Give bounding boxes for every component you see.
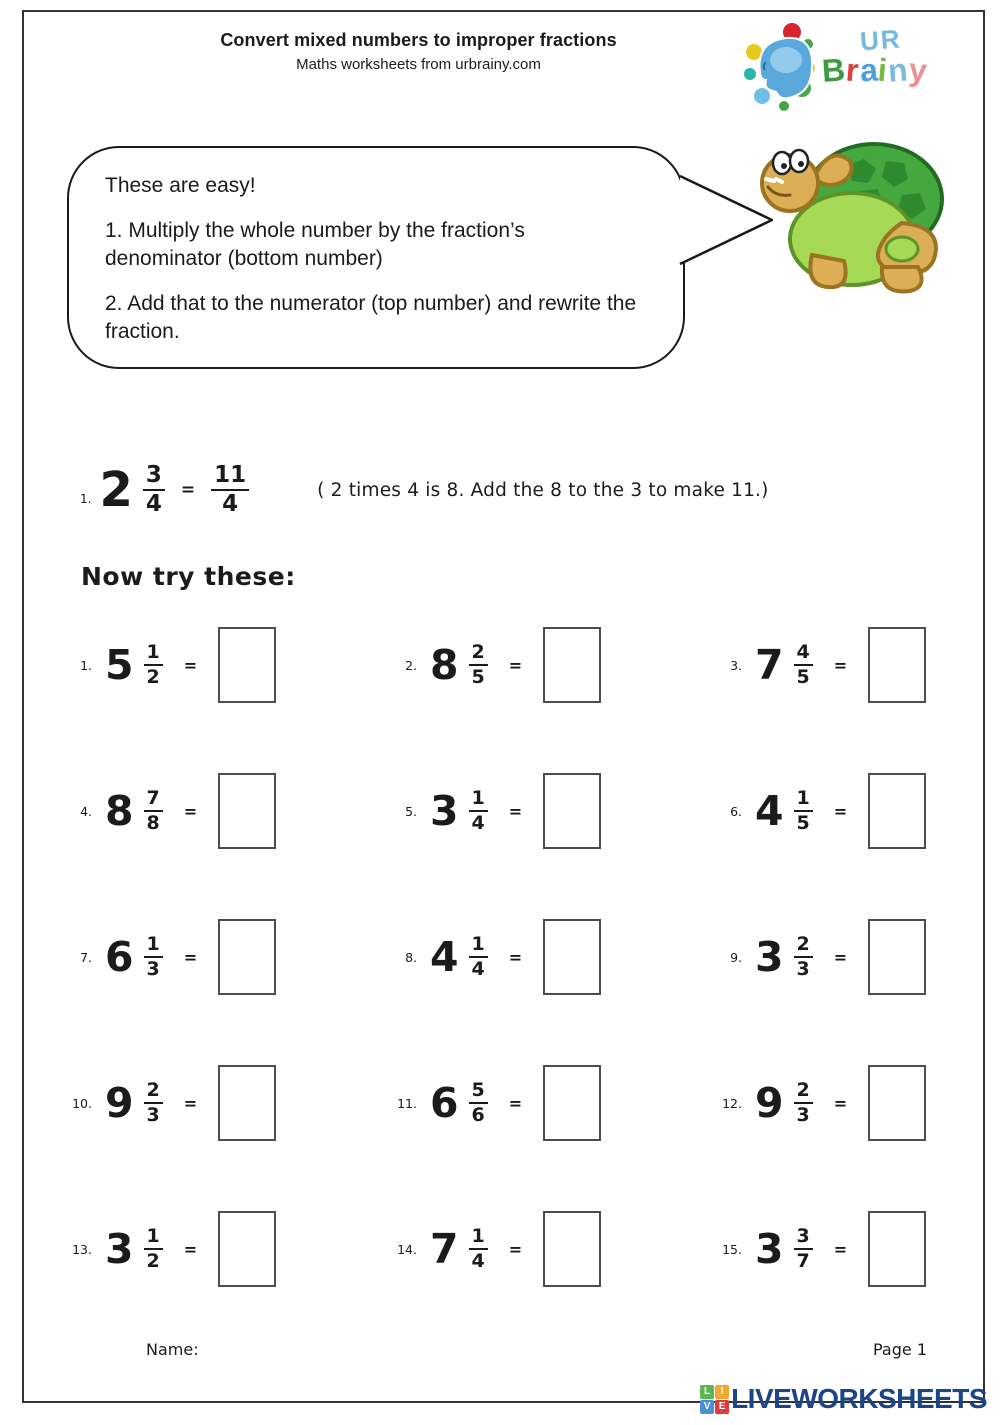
answer-input[interactable] (868, 1211, 926, 1287)
fraction (469, 1080, 488, 1126)
fraction-numerator: 1 (144, 934, 163, 958)
answer-input[interactable] (868, 773, 926, 849)
bubble-intro: These are easy! (105, 174, 256, 197)
fraction-denominator: 4 (145, 491, 162, 517)
fraction-denominator: 4 (471, 958, 485, 980)
page-subtitle: Maths worksheets from urbrainy.com (296, 56, 541, 73)
whole-number: 9 (755, 1079, 784, 1127)
brainy-letter: i (876, 51, 890, 89)
fraction-numerator: 2 (469, 642, 488, 666)
bubble-step2: 2. Add that to the numerator (top number) and rewrite the fraction. (105, 291, 637, 343)
fraction (469, 642, 488, 688)
problem-7 (64, 916, 389, 998)
answer-input[interactable] (543, 919, 601, 995)
whole-number: 9 (105, 1079, 134, 1127)
fraction (794, 1080, 813, 1126)
equals-sign: = (833, 1239, 848, 1259)
problem-15 (714, 1208, 969, 1290)
problem-number: 9. (730, 949, 742, 965)
problem-number: 8. (405, 949, 417, 965)
fraction (144, 642, 163, 688)
example-whole-number: 2 (99, 462, 133, 518)
brainy-letter: B (820, 51, 848, 89)
fraction-denominator: 4 (471, 812, 485, 834)
fraction (469, 1226, 488, 1272)
equals-sign: = (183, 947, 198, 967)
problems-grid (64, 624, 969, 1290)
answer-input[interactable] (543, 773, 601, 849)
live-square-v: V (700, 1400, 714, 1414)
whole-number: 3 (105, 1225, 134, 1273)
live-square-i: I (715, 1385, 729, 1399)
whole-number: 6 (105, 933, 134, 981)
page-number: Page 1 (873, 1340, 927, 1359)
whole-number: 8 (105, 787, 134, 835)
problem-number: 5. (405, 803, 417, 819)
fraction-numerator: 4 (794, 642, 813, 666)
problem-8 (389, 916, 714, 998)
worksheet-page (22, 10, 985, 1403)
problem-4 (64, 770, 389, 852)
example-note: ( 2 times 4 is 8. Add the 8 to the 3 to make 11.) (317, 479, 769, 501)
equals-sign: = (180, 480, 196, 500)
fraction-denominator: 4 (222, 491, 239, 517)
equals-sign: = (833, 1093, 848, 1113)
whole-number: 8 (430, 641, 459, 689)
answer-input[interactable] (218, 773, 276, 849)
problem-number: 1. (80, 657, 92, 673)
urbrainy-head-icon (740, 22, 828, 114)
fraction-numerator: 11 (211, 463, 249, 491)
problem-11 (389, 1062, 714, 1144)
problem-1 (64, 624, 389, 706)
urbrainy-brainy (820, 51, 930, 89)
fraction-denominator: 3 (796, 1104, 810, 1126)
equals-sign: = (183, 1239, 198, 1259)
whole-number: 5 (105, 641, 134, 689)
fraction-numerator: 1 (144, 1226, 163, 1250)
page-footer (24, 1340, 983, 1359)
brainy-letter: y (907, 51, 930, 89)
fraction-numerator: 2 (794, 934, 813, 958)
equals-sign: = (508, 801, 523, 821)
answer-input[interactable] (218, 627, 276, 703)
fraction-denominator: 6 (471, 1104, 485, 1126)
fraction-numerator: 1 (469, 934, 488, 958)
fraction-numerator: 1 (469, 788, 488, 812)
fraction (144, 1080, 163, 1126)
problem-number: 7. (80, 949, 92, 965)
bubble-step1: 1. Multiply the whole number by the fraction’s denominator (bottom number) (105, 218, 525, 270)
problem-number: 12. (722, 1095, 742, 1111)
brainy-letter: a (858, 51, 880, 89)
equals-sign: = (508, 1093, 523, 1113)
fraction-numerator: 1 (469, 1226, 488, 1250)
equals-sign: = (833, 801, 848, 821)
problem-14 (389, 1208, 714, 1290)
whole-number: 4 (430, 933, 459, 981)
answer-input[interactable] (543, 1065, 601, 1141)
fraction-denominator: 2 (146, 666, 160, 688)
urbrainy-ur: UR (859, 23, 903, 57)
fraction-denominator: 2 (146, 1250, 160, 1272)
fraction (794, 788, 813, 834)
example-answer-fraction (211, 463, 249, 518)
page-title: Convert mixed numbers to improper fractions (220, 30, 617, 50)
fraction-denominator: 3 (146, 958, 160, 980)
fraction-numerator: 1 (144, 642, 163, 666)
problem-number: 2. (405, 657, 417, 673)
answer-input[interactable] (543, 1211, 601, 1287)
answer-input[interactable] (868, 627, 926, 703)
answer-input[interactable] (218, 1065, 276, 1141)
brainy-letter: r (844, 51, 862, 89)
problem-9 (714, 916, 969, 998)
problem-2 (389, 624, 714, 706)
name-label: Name: (146, 1340, 199, 1359)
brainy-letter: n (887, 51, 911, 89)
fraction (469, 934, 488, 980)
fraction-numerator: 3 (143, 463, 165, 491)
urbrainy-logo (740, 18, 965, 113)
fraction (794, 1226, 813, 1272)
problem-3 (714, 624, 969, 706)
equals-sign: = (183, 801, 198, 821)
answer-input[interactable] (868, 1065, 926, 1141)
prompt-text: Now try these: (81, 562, 296, 591)
problem-10 (64, 1062, 389, 1144)
whole-number: 7 (430, 1225, 459, 1273)
whole-number: 3 (755, 933, 784, 981)
fraction-denominator: 5 (796, 812, 810, 834)
answer-input[interactable] (868, 919, 926, 995)
fraction-denominator: 5 (796, 666, 810, 688)
answer-input[interactable] (218, 919, 276, 995)
problem-6 (714, 770, 969, 852)
equals-sign: = (508, 1239, 523, 1259)
fraction-denominator: 7 (796, 1250, 810, 1272)
fraction (144, 934, 163, 980)
fraction-numerator: 5 (469, 1080, 488, 1104)
example-fraction (143, 463, 165, 518)
problem-number: 10. (72, 1095, 92, 1111)
fraction-denominator: 3 (146, 1104, 160, 1126)
problem-number: 4. (80, 803, 92, 819)
fraction-denominator: 4 (471, 1250, 485, 1272)
liveworksheets-wordmark: LIVEWORKSHEETS (731, 1383, 987, 1414)
equals-sign: = (508, 655, 523, 675)
fraction (794, 642, 813, 688)
turtle-illustration (752, 127, 952, 307)
whole-number: 4 (755, 787, 784, 835)
fraction (794, 934, 813, 980)
equals-sign: = (508, 947, 523, 967)
live-square-l: L (700, 1385, 714, 1399)
fraction-denominator: 3 (796, 958, 810, 980)
example-row (80, 450, 769, 530)
example-number: 1. (80, 492, 92, 506)
problem-number: 3. (730, 657, 742, 673)
live-squares-icon (700, 1385, 729, 1414)
problem-13 (64, 1208, 389, 1290)
fraction-numerator: 7 (144, 788, 163, 812)
problem-number: 15. (722, 1241, 742, 1257)
problem-number: 6. (730, 803, 742, 819)
urbrainy-wordmark (820, 23, 930, 89)
equals-sign: = (183, 655, 198, 675)
live-square-e: E (715, 1400, 729, 1414)
answer-input[interactable] (218, 1211, 276, 1287)
equals-sign: = (833, 947, 848, 967)
speech-bubble (67, 146, 685, 369)
fraction-denominator: 8 (146, 812, 160, 834)
fraction (469, 788, 488, 834)
problem-5 (389, 770, 714, 852)
fraction (144, 788, 163, 834)
fraction-numerator: 1 (794, 788, 813, 812)
fraction-numerator: 3 (794, 1226, 813, 1250)
problem-12 (714, 1062, 969, 1144)
problem-number: 13. (72, 1241, 92, 1257)
whole-number: 3 (430, 787, 459, 835)
answer-input[interactable] (543, 627, 601, 703)
fraction (144, 1226, 163, 1272)
problem-number: 11. (397, 1095, 417, 1111)
fraction-denominator: 5 (471, 666, 485, 688)
fraction-numerator: 2 (144, 1080, 163, 1104)
liveworksheets-logo (700, 1383, 987, 1415)
whole-number: 6 (430, 1079, 459, 1127)
fraction-numerator: 2 (794, 1080, 813, 1104)
whole-number: 3 (755, 1225, 784, 1273)
whole-number: 7 (755, 641, 784, 689)
equals-sign: = (183, 1093, 198, 1113)
equals-sign: = (833, 655, 848, 675)
problem-number: 14. (397, 1241, 417, 1257)
